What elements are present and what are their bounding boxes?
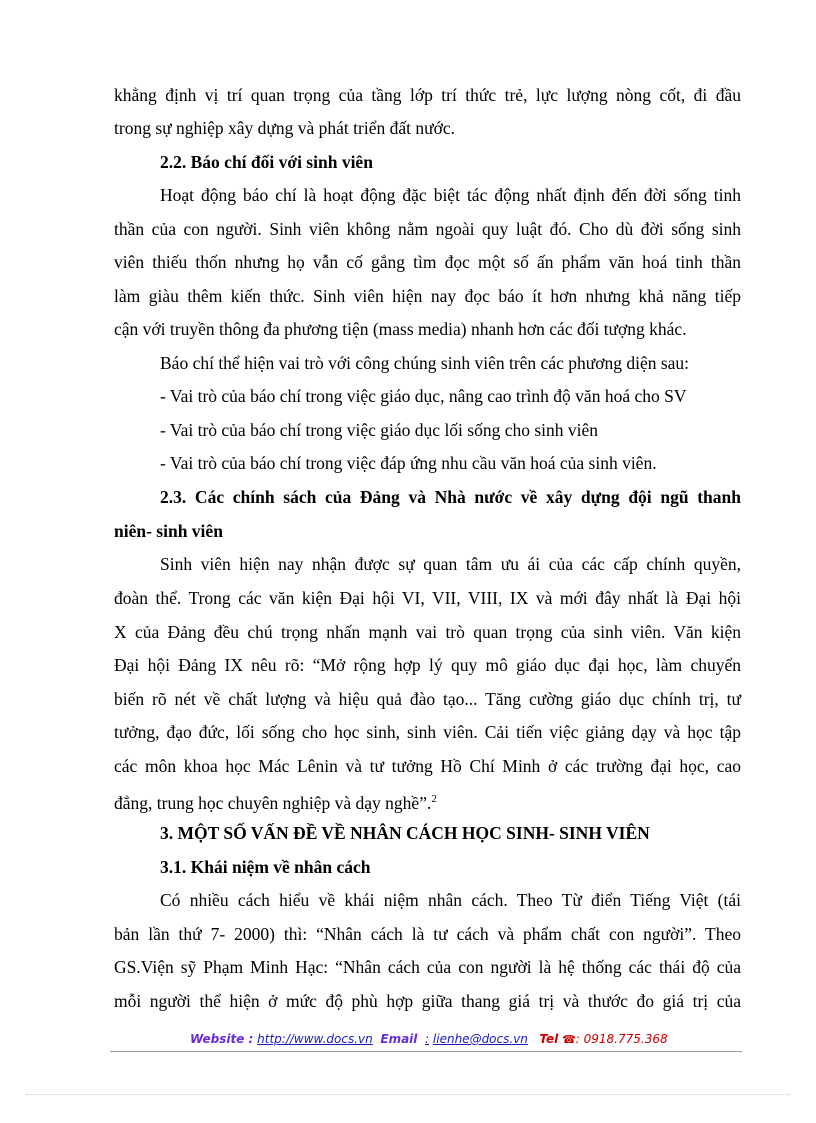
paragraph-line: Có nhiều cách hiểu về khái niệm nhân cách. Theo Từ điển Tiếng Việt (tái bbox=[160, 890, 741, 910]
paragraph-line: khẳng định vị trí quan trọng của tầng lớp trí thức trẻ, lực lượng nòng cốt, đi đầu bbox=[114, 85, 741, 105]
paragraph-line: X của Đảng đều chú trọng nhấn mạnh vai trò quan trọng của sinh viên. Văn kiện bbox=[114, 622, 741, 642]
paragraph-line: GS.Viện sỹ Phạm Minh Hạc: “Nhân cách của con người là hệ thống các thái độ của bbox=[114, 957, 741, 977]
paragraph-line: cận với truyền thông đa phương tiện (mass media) nhanh hơn các đối tượng khác. bbox=[114, 319, 687, 339]
section-heading-3-1: 3.1. Khái niệm về nhân cách bbox=[160, 857, 371, 877]
section-heading-3: 3. MỘT SỐ VẤN ĐỀ VỀ NHÂN CÁCH HỌC SINH- SINH VIÊN bbox=[160, 823, 650, 843]
paragraph-line: đoàn thể. Trong các văn kiện Đại hội VI, VII, VIII, IX và mới đây nhất là Đại hội bbox=[114, 588, 741, 608]
tel-label: Tel bbox=[539, 1032, 559, 1046]
paragraph-line: Báo chí thể hiện vai trò với công chúng sinh viên trên các phương diện sau: bbox=[160, 353, 690, 373]
paragraph-line: tưởng, đạo đức, lối sống cho học sinh, sinh viên. Cải tiến việc giảng dạy và học tập bbox=[114, 722, 741, 742]
paragraph-line: Hoạt động báo chí là hoạt động đặc biệt tác động nhất định đến đời sống tinh bbox=[160, 185, 741, 205]
paragraph-line: trong sự nghiệp xây dựng và phát triển đất nước. bbox=[114, 118, 455, 138]
paragraph-line: bản lần thứ 7- 2000) thì: “Nhân cách là tư cách và phẩm chất con người”. Theo bbox=[114, 924, 741, 944]
section-heading-2-2: 2.2. Báo chí đối với sinh viên bbox=[160, 152, 373, 172]
section-heading-2-3: 2.3. Các chính sách của Đảng và Nhà nước về xây dựng đội ngũ thanh bbox=[160, 487, 741, 507]
paragraph-line: Đại hội Đảng IX nêu rõ: “Mở rộng hợp lý quy mô giáo dục đại học, làm chuyển bbox=[114, 655, 741, 675]
paragraph-line: biến rõ nét về chất lượng và hiệu quả đào tạo... Tăng cường giáo dục chính trị, tư bbox=[114, 689, 741, 709]
paragraph-line: mỗi người thể hiện ở mức độ phù hợp giữa thang giá trị và thước đo giá trị của bbox=[114, 991, 741, 1011]
footer-divider bbox=[110, 1051, 742, 1052]
bullet-item: - Vai trò của báo chí trong việc giáo dục, nâng cao trình độ văn hoá cho SV bbox=[160, 386, 687, 406]
bullet-item: - Vai trò của báo chí trong việc đáp ứng nhu cầu văn hoá của sinh viên. bbox=[160, 453, 657, 473]
paragraph-line: viên thiếu thốn nhưng họ vẫn cố gắng tìm đọc một số ấn phẩm văn hoá tinh thần bbox=[114, 252, 741, 272]
paragraph-line: làm giàu thêm kiến thức. Sinh viên hiện nay đọc báo ít hơn nhưng khả năng tiếp bbox=[114, 286, 741, 306]
website-link[interactable]: http://www.docs.vn bbox=[257, 1032, 373, 1046]
website-label: Website : bbox=[190, 1032, 254, 1046]
page-edge-divider bbox=[26, 1094, 790, 1095]
paragraph-line: thần của con người. Sinh viên không nằm ngoài quy luật đó. Cho dù đời sống sinh bbox=[114, 219, 741, 239]
bullet-item: - Vai trò của báo chí trong việc giáo dục lối sống cho sinh viên bbox=[160, 420, 599, 440]
paragraph-line: các môn khoa học Mác Lênin và tư tưởng Hồ Chí Minh ở các trường đại học, cao bbox=[114, 756, 741, 776]
email-label: Email bbox=[380, 1032, 418, 1046]
paragraph-line: Sinh viên hiện nay nhận được sự quan tâm ưu ái của các cấp chính quyền, bbox=[160, 554, 741, 574]
footnote-ref[interactable]: 2 bbox=[431, 793, 437, 805]
tel-number: : 0918.775.368 bbox=[575, 1032, 668, 1046]
paragraph-text: đẳng, trung học chuyên nghiệp và dạy nghề”. bbox=[114, 792, 432, 813]
paragraph-line bbox=[114, 788, 741, 814]
section-heading-2-3-cont: niên- sinh viên bbox=[114, 521, 223, 541]
email-separator: : bbox=[425, 1032, 430, 1046]
email-link[interactable]: lienhe@docs.vn bbox=[432, 1032, 528, 1046]
phone-icon: ☎ bbox=[562, 1033, 576, 1046]
page-footer bbox=[190, 1032, 668, 1046]
